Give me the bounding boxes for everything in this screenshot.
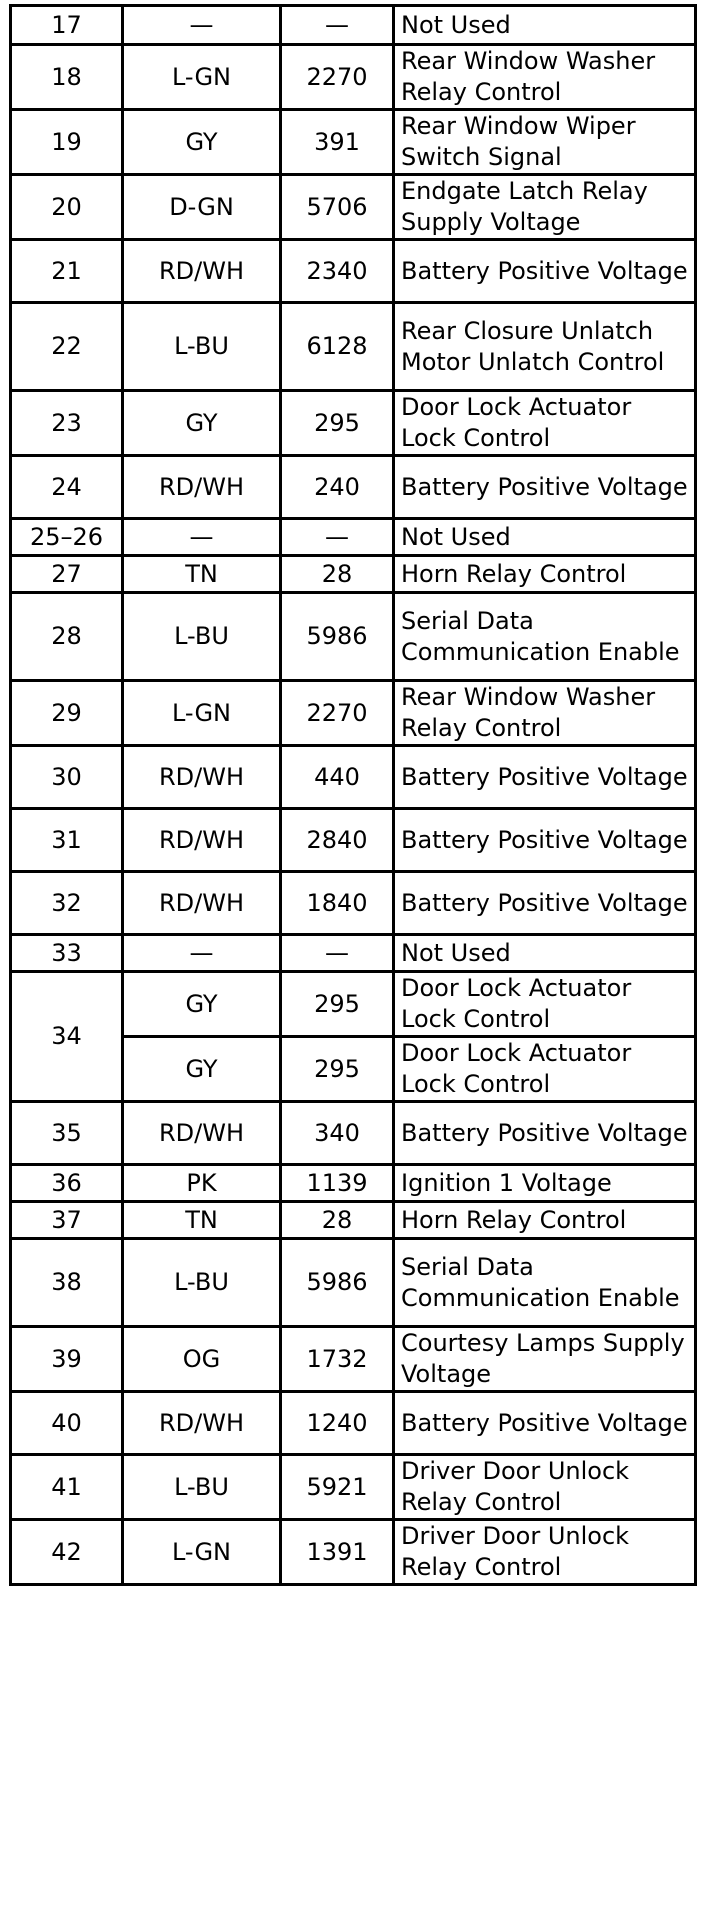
table-row [11,519,696,556]
pin-number-cell: 19 [11,110,123,175]
connector-pinout-table [9,4,697,1586]
function-cell: Serial Data Communication Enable [394,1239,696,1327]
pin-number-cell: 29 [11,681,123,746]
circuit-number-cell: 295 [281,972,394,1037]
wire-color-cell: L-GN [123,45,281,110]
wire-color-cell: OG [123,1327,281,1392]
wire-color-cell: L-BU [123,593,281,681]
wire-color-cell: PK [123,1165,281,1202]
table-row [11,872,696,935]
wire-color-cell: RD/WH [123,240,281,303]
function-cell: Serial Data Communication Enable [394,593,696,681]
function-cell: Rear Closure Unlatch Motor Unlatch Control [394,303,696,391]
function-cell: Not Used [394,935,696,972]
pin-number-cell: 30 [11,746,123,809]
wire-color-cell: L-BU [123,1455,281,1520]
wire-color-cell: RD/WH [123,456,281,519]
wire-color-cell: — [123,935,281,972]
pin-number-cell: 38 [11,1239,123,1327]
function-cell: Endgate Latch Relay Supply Voltage [394,175,696,240]
table-row [11,809,696,872]
pin-number-cell: 24 [11,456,123,519]
function-cell: Door Lock Actuator Lock Control [394,1037,696,1102]
circuit-number-cell: 2270 [281,45,394,110]
function-cell: Courtesy Lamps Supply Voltage [394,1327,696,1392]
pin-number-cell: 27 [11,556,123,593]
circuit-number-cell: — [281,6,394,45]
circuit-number-cell: 5921 [281,1455,394,1520]
wire-color-cell: TN [123,1202,281,1239]
circuit-number-cell: 2840 [281,809,394,872]
function-cell: Battery Positive Voltage [394,872,696,935]
pin-number-cell: 17 [11,6,123,45]
circuit-number-cell: 391 [281,110,394,175]
table-row [11,456,696,519]
wire-color-cell: — [123,6,281,45]
table-row [11,1202,696,1239]
pin-number-cell: 28 [11,593,123,681]
function-cell: Not Used [394,6,696,45]
pin-number-cell: 35 [11,1102,123,1165]
circuit-number-cell: 295 [281,391,394,456]
wire-color-cell: RD/WH [123,1102,281,1165]
circuit-number-cell: 1240 [281,1392,394,1455]
wire-color-cell: D-GN [123,175,281,240]
circuit-number-cell: — [281,519,394,556]
circuit-number-cell: 340 [281,1102,394,1165]
pin-number-cell: 33 [11,935,123,972]
circuit-number-cell: 1840 [281,872,394,935]
wire-color-cell: L-GN [123,1520,281,1585]
function-cell: Horn Relay Control [394,556,696,593]
wire-color-cell: L-BU [123,1239,281,1327]
circuit-number-cell: 1391 [281,1520,394,1585]
wire-color-cell: RD/WH [123,809,281,872]
circuit-number-cell: 240 [281,456,394,519]
table-row [11,1455,696,1520]
wire-color-cell: GY [123,1037,281,1102]
pin-number-cell: 23 [11,391,123,456]
pin-number-cell: 42 [11,1520,123,1585]
circuit-number-cell: 1139 [281,1165,394,1202]
table-row [11,681,696,746]
pin-number-cell: 21 [11,240,123,303]
table-row [11,1327,696,1392]
table-row [11,556,696,593]
table-row [11,746,696,809]
circuit-number-cell: 5986 [281,1239,394,1327]
function-cell: Door Lock Actuator Lock Control [394,972,696,1037]
wire-color-cell: RD/WH [123,1392,281,1455]
table-row [11,6,696,45]
table-row [11,303,696,391]
table-row [11,593,696,681]
function-cell: Battery Positive Voltage [394,746,696,809]
function-cell: Ignition 1 Voltage [394,1165,696,1202]
function-cell: Driver Door Unlock Relay Control [394,1455,696,1520]
pin-number-cell: 25–26 [11,519,123,556]
function-cell: Driver Door Unlock Relay Control [394,1520,696,1585]
circuit-number-cell: 28 [281,1202,394,1239]
table-row [11,175,696,240]
function-cell: Battery Positive Voltage [394,240,696,303]
table-row [11,45,696,110]
table-row [11,1520,696,1585]
circuit-number-cell: 6128 [281,303,394,391]
table-row [11,972,696,1037]
circuit-number-cell: 1732 [281,1327,394,1392]
function-cell: Rear Window Washer Relay Control [394,681,696,746]
wire-color-cell: GY [123,391,281,456]
circuit-number-cell: 28 [281,556,394,593]
table-row [11,1392,696,1455]
table-row [11,1102,696,1165]
function-cell: Rear Window Wiper Switch Signal [394,110,696,175]
table-row [11,391,696,456]
function-cell: Battery Positive Voltage [394,456,696,519]
wire-color-cell: — [123,519,281,556]
pin-number-cell: 40 [11,1392,123,1455]
circuit-number-cell: 5706 [281,175,394,240]
function-cell: Battery Positive Voltage [394,1102,696,1165]
table-row [11,110,696,175]
circuit-number-cell: 5986 [281,593,394,681]
wire-color-cell: GY [123,972,281,1037]
wire-color-cell: L-BU [123,303,281,391]
function-cell: Not Used [394,519,696,556]
function-cell: Door Lock Actuator Lock Control [394,391,696,456]
pin-number-cell: 31 [11,809,123,872]
pin-number-cell: 34 [11,972,123,1102]
pin-number-cell: 39 [11,1327,123,1392]
pin-number-cell: 32 [11,872,123,935]
table-row [11,1165,696,1202]
pin-number-cell: 18 [11,45,123,110]
pinout-table-body [11,6,696,1585]
table-row [11,1239,696,1327]
function-cell: Battery Positive Voltage [394,1392,696,1455]
pin-number-cell: 37 [11,1202,123,1239]
table-row [11,935,696,972]
circuit-number-cell: — [281,935,394,972]
wire-color-cell: RD/WH [123,746,281,809]
wire-color-cell: L-GN [123,681,281,746]
function-cell: Battery Positive Voltage [394,809,696,872]
wire-color-cell: TN [123,556,281,593]
circuit-number-cell: 2340 [281,240,394,303]
circuit-number-cell: 440 [281,746,394,809]
function-cell: Rear Window Washer Relay Control [394,45,696,110]
circuit-number-cell: 295 [281,1037,394,1102]
pin-number-cell: 20 [11,175,123,240]
table-row [11,240,696,303]
wire-color-cell: RD/WH [123,872,281,935]
pin-number-cell: 22 [11,303,123,391]
pin-number-cell: 36 [11,1165,123,1202]
pin-number-cell: 41 [11,1455,123,1520]
circuit-number-cell: 2270 [281,681,394,746]
wire-color-cell: GY [123,110,281,175]
function-cell: Horn Relay Control [394,1202,696,1239]
